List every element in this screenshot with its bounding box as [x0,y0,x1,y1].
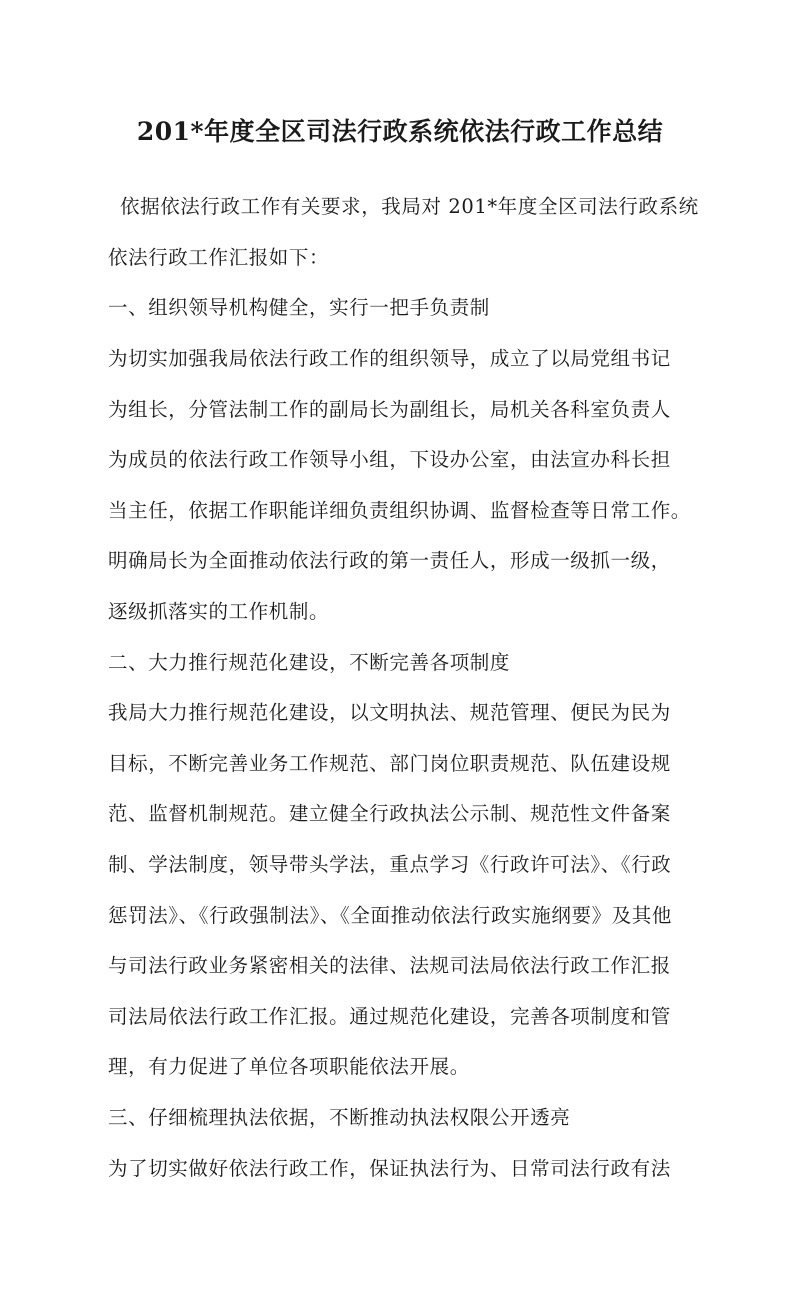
paragraph-line: 依法行政工作汇报如下： [108,246,330,269]
paragraph-line: 为组长，分管法制工作的副局长为副组长，局机关各科室负责人 [108,398,671,421]
section-heading: 三、仔细梳理执法依据，不断推动执法权限公开透亮 [108,1106,571,1129]
paragraph-line: 制、学法制度，领导带头学法，重点学习《行政许可法》、《行政 [108,853,672,876]
paragraph-line: 依据依法行政工作有关要求，我局对 201*年度全区司法行政系统 [120,195,699,218]
paragraph-line: 我局大力推行规范化建设，以文明执法、规范管理、便民为民为 [108,701,671,724]
paragraph-line: 惩罚法》、《行政强制法》、《全面推动依法行政实施纲要》及其他 [108,904,673,927]
paragraph-line: 范、监督机制规范。建立健全行政执法公示制、规范性文件备案 [108,802,671,825]
paragraph-line: 为切实加强我局依法行政工作的组织领导，成立了以局党组书记 [108,347,671,370]
paragraph-line: 理，有力促进了单位各项职能依法开展。 [108,1055,470,1078]
paragraph-line: 当主任，依据工作职能详细负责组织协调、监督检查等日常工作。 [108,499,691,522]
document-title: 201*年度全区司法行政系统依法行政工作总结 [136,117,664,146]
section-heading: 一、组织领导机构健全，实行一把手负责制 [108,296,490,319]
paragraph-line: 司法局依法行政工作汇报。通过规范化建设，完善各项制度和管 [108,1005,671,1028]
paragraph-line: 逐级抓落实的工作机制。 [108,600,330,623]
paragraph-line: 为成员的依法行政工作领导小组，下设办公室，由法宣办科长担 [108,448,671,471]
paragraph-line: 与司法行政业务紧密相关的法律、法规司法局依法行政工作汇报 [108,954,671,977]
paragraph-line: 为了切实做好依法行政工作，保证执法行为、日常司法行政有法 [108,1157,671,1180]
paragraph-line: 目标，不断完善业务工作规范、部门岗位职责规范、队伍建设规 [108,752,671,775]
section-heading: 二、大力推行规范化建设，不断完善各项制度 [108,651,511,674]
paragraph-line: 明确局长为全面推动依法行政的第一责任人，形成一级抓一级， [108,549,671,572]
